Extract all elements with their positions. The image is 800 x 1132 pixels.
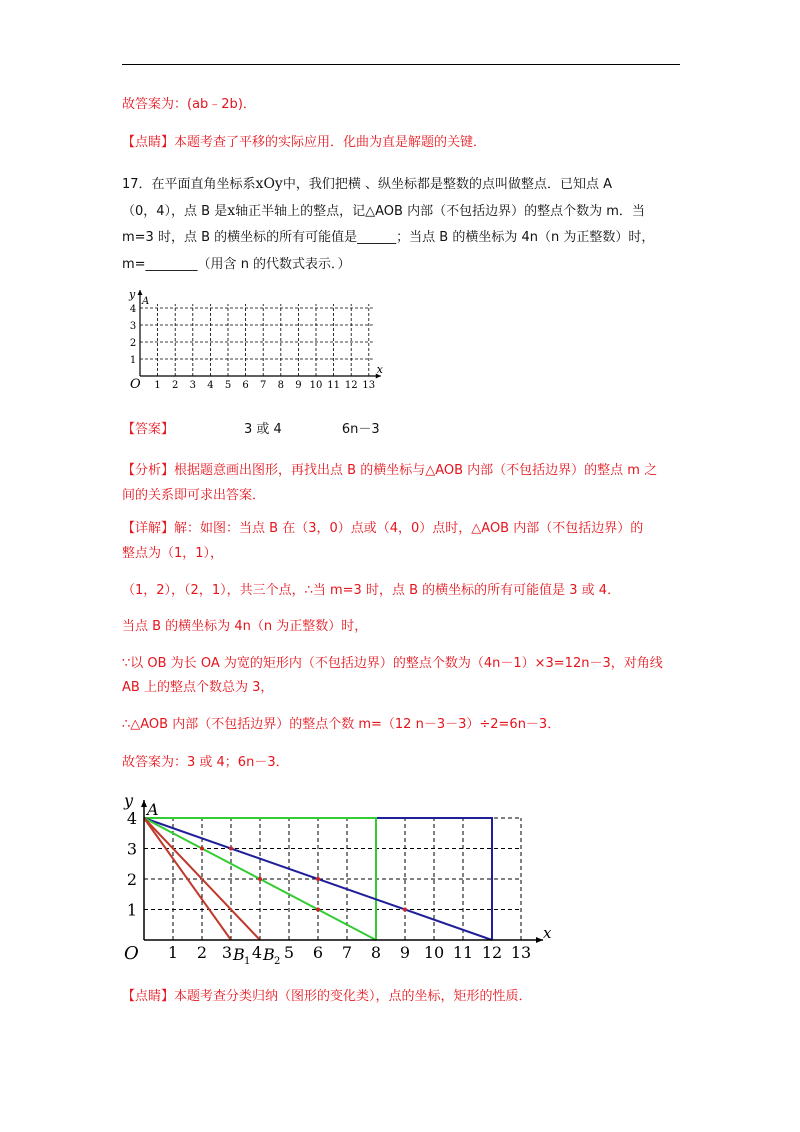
y-tick-label: 3 (129, 321, 137, 332)
detail-line-4: 当点 B 的横坐标为 4n（n 为正整数）时， (122, 619, 368, 634)
analysis-line-2: 间的关系即可求出答案． (122, 488, 266, 503)
y-axis-label: y (129, 288, 136, 301)
problem-text: （0，4），点 B 是 (122, 204, 228, 219)
x-tick-label: 11 (327, 380, 340, 391)
detail-text: 解：如图：当点 B 在（3，0）点或（4，0）点时，△AOB 内部（不包括边界）的 (174, 521, 644, 536)
x-tick-label: 6 (242, 380, 249, 391)
point-b2-label: B (263, 945, 275, 964)
x-tick-label: 1 (154, 380, 161, 391)
x-tick-label: 2 (196, 943, 208, 962)
x-tick-label: 2 (172, 380, 179, 391)
previous-answer-text: 故答案为：(ab﹣2b)． (122, 97, 256, 112)
x-axis-arrow (536, 937, 543, 943)
x-tick-label: 8 (370, 943, 382, 962)
analysis-tag: 【分析】 (122, 463, 175, 478)
solution-diagram (112, 792, 572, 970)
x-tick-label: 6 (312, 943, 324, 962)
x-axis-label: x (376, 363, 384, 376)
y-tick-label: 3 (126, 839, 138, 859)
y-tick-label: 2 (129, 338, 137, 349)
answer-line (122, 421, 380, 439)
detail-line-7: ∴△AOB 内部（不包括边界）的整点个数 m=（12 n－3－3）÷2=6n－3． (122, 717, 561, 732)
grid-figure-1 (118, 286, 398, 398)
x-tick-label: 10 (423, 943, 445, 962)
y-tick-label: 4 (129, 304, 137, 315)
detail-line-1 (122, 520, 643, 538)
x-tick-label: 8 (277, 380, 284, 391)
x-tick-label: 11 (452, 943, 474, 962)
answer-tag: 【答案】 (122, 422, 175, 437)
lattice-point (403, 908, 407, 912)
problem-line-2 (122, 202, 645, 221)
detail-line-2: 整点为（1，1）， (122, 546, 224, 561)
x-tick-label: 1 (167, 943, 179, 962)
comment-tag: 【点睛】 (122, 135, 175, 150)
lattice-point (258, 877, 262, 881)
x-tick-label: 9 (295, 380, 302, 391)
x-axis-label: x (543, 924, 552, 942)
lattice-point (229, 847, 233, 851)
x-tick-label: 3 (221, 943, 233, 962)
point-a-label: A (147, 800, 159, 819)
math-symbol: xOy (255, 176, 283, 192)
final-comment-text: 本题考查分类归纳（图形的变化类），点的坐标，矩形的性质． (174, 989, 532, 1004)
x-tick-label: 13 (510, 943, 532, 962)
analysis-text: 根据题意画出图形，再找出点 B 的横坐标与△AOB 内部（不包括边界）的整点 m 之 (174, 463, 658, 478)
problem-text: 中，我们把横 、纵坐标都是整数的点叫做整点．已知点 A (282, 177, 613, 192)
detail-line-5: ∵以 OB 为长 OA 为宽的矩形内（不包括边界）的整点个数为（4n－1）×3=12n－3，对角线 (122, 656, 663, 671)
lattice-point (200, 847, 204, 851)
x-tick-label: 10 (309, 380, 323, 391)
detail-line-3: （1，2），（2，1），共三个点，∴当 m=3 时，点 B 的横坐标的所有可能值是 3 或 4． (122, 583, 621, 598)
problem-line-1 (122, 175, 612, 194)
point-b2-subscript: 2 (274, 956, 281, 967)
detail-line-8: 故答案为：3 或 4；6n－3． (122, 755, 289, 770)
point-b1-label: B (233, 945, 245, 964)
x-tick-label: 13 (362, 380, 376, 391)
x-tick-label: 4 (251, 943, 263, 962)
lattice-point (316, 908, 320, 912)
y-axis-arrow (138, 290, 143, 295)
y-axis-label: y (124, 792, 134, 810)
x-tick-label: 12 (344, 380, 358, 391)
answer-value-2: 6n－3 (341, 422, 380, 437)
final-comment-line (122, 988, 532, 1006)
point-a-label: A (142, 296, 150, 307)
x-tick-label: 3 (189, 380, 196, 391)
header-rule (122, 64, 680, 65)
final-comment-tag: 【点睛】 (122, 989, 175, 1004)
previous-comment-line (122, 134, 486, 152)
x-tick-label: 7 (341, 943, 353, 962)
detail-line-6: AB 上的整点个数总为 3， (122, 680, 274, 695)
problem-text: 17．在平面直角坐标系 (122, 177, 256, 192)
grid-lines (140, 304, 373, 376)
x-tick-label: 9 (399, 943, 411, 962)
x-tick-label: 5 (224, 380, 232, 391)
y-tick-label: 4 (126, 809, 138, 828)
answer-value-1: 3 或 4 (244, 422, 282, 437)
origin-label: O (124, 943, 139, 964)
problem-line-3: m=3 时，点 B 的横坐标的所有可能值是______；当点 B 的横坐标为 4n（n 为正整数）时， (122, 230, 655, 245)
problem-text: 轴正半轴上的整点，记△AOB 内部（不包括边界）的整点个数为 m．当 (235, 204, 645, 219)
point-b1-subscript: 1 (244, 956, 251, 967)
y-tick-label: 1 (126, 900, 138, 920)
comment-text: 本题考查了平移的实际应用．化曲为直是解题的关键． (174, 135, 487, 150)
x-tick-label: 7 (260, 380, 267, 391)
x-tick-label: 12 (481, 943, 503, 962)
analysis-line-1 (122, 462, 657, 480)
previous-answer-line (122, 96, 256, 114)
y-tick-label: 2 (126, 870, 138, 889)
y-tick-label: 1 (129, 355, 137, 366)
x-tick-label: 4 (207, 380, 214, 391)
math-symbol: x (227, 203, 236, 219)
grid-lines (144, 818, 521, 940)
x-tick-label: 5 (283, 943, 295, 962)
detail-tag: 【详解】 (122, 521, 175, 536)
axes (138, 290, 381, 379)
origin-label: O (130, 377, 141, 392)
problem-line-4: m=________（用含 n 的代数式表示．） (122, 257, 351, 272)
lattice-point (316, 877, 320, 881)
